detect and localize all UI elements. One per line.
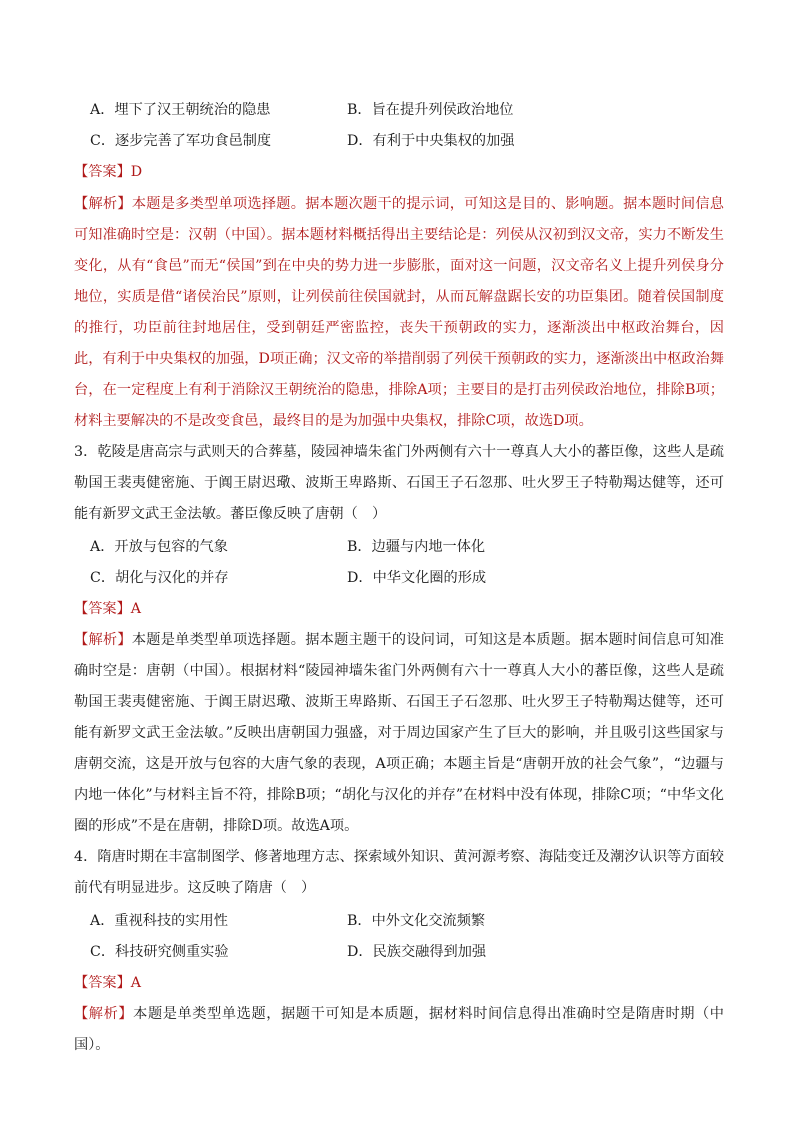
- answer-label: 【答案】: [74, 975, 131, 991]
- q3-option-a: A．开放与包容的气象: [90, 539, 228, 555]
- q3-option-c: C．胡化与汉化的并存: [90, 570, 229, 586]
- q2-option-a: A．埋下了汉王朝统治的隐患: [90, 102, 271, 118]
- q4-answer: [74, 973, 141, 993]
- answer-value: A: [130, 601, 142, 617]
- q3-answer: [74, 599, 141, 619]
- q3-option-d: D．中华文化圈的形成: [347, 570, 487, 586]
- q3-option-b: B．边疆与内地一体化: [347, 539, 486, 555]
- analysis-label: 【解析】: [74, 632, 132, 648]
- analysis-text: 本题是单类型单选题，据题干可知是本质题，据材料时间信息得出准确时空是隋唐时期（中国）。: [74, 1006, 724, 1053]
- answer-label: 【答案】: [74, 164, 131, 180]
- q4-option-d: D．民族交融得到加强: [347, 944, 487, 960]
- q2-option-d: D．有利于中央集权的加强: [347, 133, 515, 149]
- q4-option-c: C．科技研究侧重实验: [90, 944, 229, 960]
- q4-analysis: [74, 999, 724, 1061]
- q4-option-a: A．重视科技的实用性: [90, 913, 228, 929]
- answer-value: A: [130, 975, 142, 991]
- analysis-label: 【解析】: [74, 196, 132, 212]
- q2-answer: [74, 162, 142, 182]
- q2-analysis: [74, 189, 724, 437]
- q2-option-c: C．逐步完善了军功食邑制度: [90, 133, 272, 149]
- analysis-text: 本题是单类型单项选择题。据本题主题干的设问词，可知这是本质题。据本题时间信息可知准确时空是：唐朝（中国）。根据材料“陵园神墙朱雀门外两侧有六十一尊真人大小的蕃臣像，这些人是疏勒国王裴夷健密施、于阗王尉迟璥、波斯王卑路斯、石国王子石忽那、吐火罗王子特勒羯达健等，还可能有新罗文武王金法敏。”反映出唐朝国力强盛，对于周边国家产生了巨大的影响，并且吸引这些国家与唐朝交流，这是开放与包容的大唐气象的表现，A项正确；本题主旨是“唐朝开放的社会气象”，“边疆与内地一体化”与材料主旨不符，排除B项；“胡化与汉化的并存”在材料中没有体现，排除C项；“中华文化圈的形成”不是在唐朝，排除D项。故选A项。: [74, 632, 724, 834]
- analysis-text: 本题是多类型单项选择题。据本题次题干的提示词，可知这是目的、影响题。据本题时间信息可知准确时空是：汉朝（中国）。据本题材料概括得出主要结论是：列侯从汉初到汉文帝，实力不断发生变化，从有“食邑”而无“侯国”到在中央的势力进一步膨胀，面对这一问题，汉文帝名义上提升列侯身分地位，实质是借“诸侯治民”原则，让列侯前往侯国就封，从而瓦解盘踞长安的功臣集团。随着侯国制度的推行，功臣前往封地居住，受到朝廷严密监控，丧失干预朝政的实力，逐渐淡出中枢政治舞台，因此，有利于中央集权的加强，D项正确；汉文帝的举措削弱了列侯干预朝政的实力，逐渐淡出中枢政治舞台，在一定程度上有利于消除汉王朝统治的隐患，排除A项；主要目的是打击列侯政治地位，排除B项；材料主要解决的不是改变食邑，最终目的是为加强中央集权，排除C项，故选D项。: [74, 196, 724, 429]
- analysis-label: 【解析】: [74, 1006, 134, 1022]
- answer-value: D: [130, 164, 143, 180]
- q2-option-b: B．旨在提升列侯政治地位: [347, 102, 514, 118]
- q3-stem: 3．乾陵是唐高宗与武则天的合葬墓，陵园神墙朱雀门外两侧有六十一尊真人大小的蕃臣像，这些人是疏勒国王裴夷健密施、于阗王尉迟璥、波斯王卑路斯、石国王子石忽那、吐火罗王子特勒羯达健等，还可能有新罗文武王金法敏。蕃臣像反映了唐朝（ ）: [74, 444, 724, 522]
- answer-label: 【答案】: [74, 601, 131, 617]
- q4-stem: 4．隋唐时期在丰富制图学、修著地理方志、探索域外知识、黄河源考察、海陆变迁及潮汐认识等方面较前代有明显进步。这反映了隋唐（ ）: [74, 849, 724, 896]
- q4-option-b: B．中外文化交流频繁: [347, 913, 486, 929]
- q3-analysis: [74, 625, 724, 842]
